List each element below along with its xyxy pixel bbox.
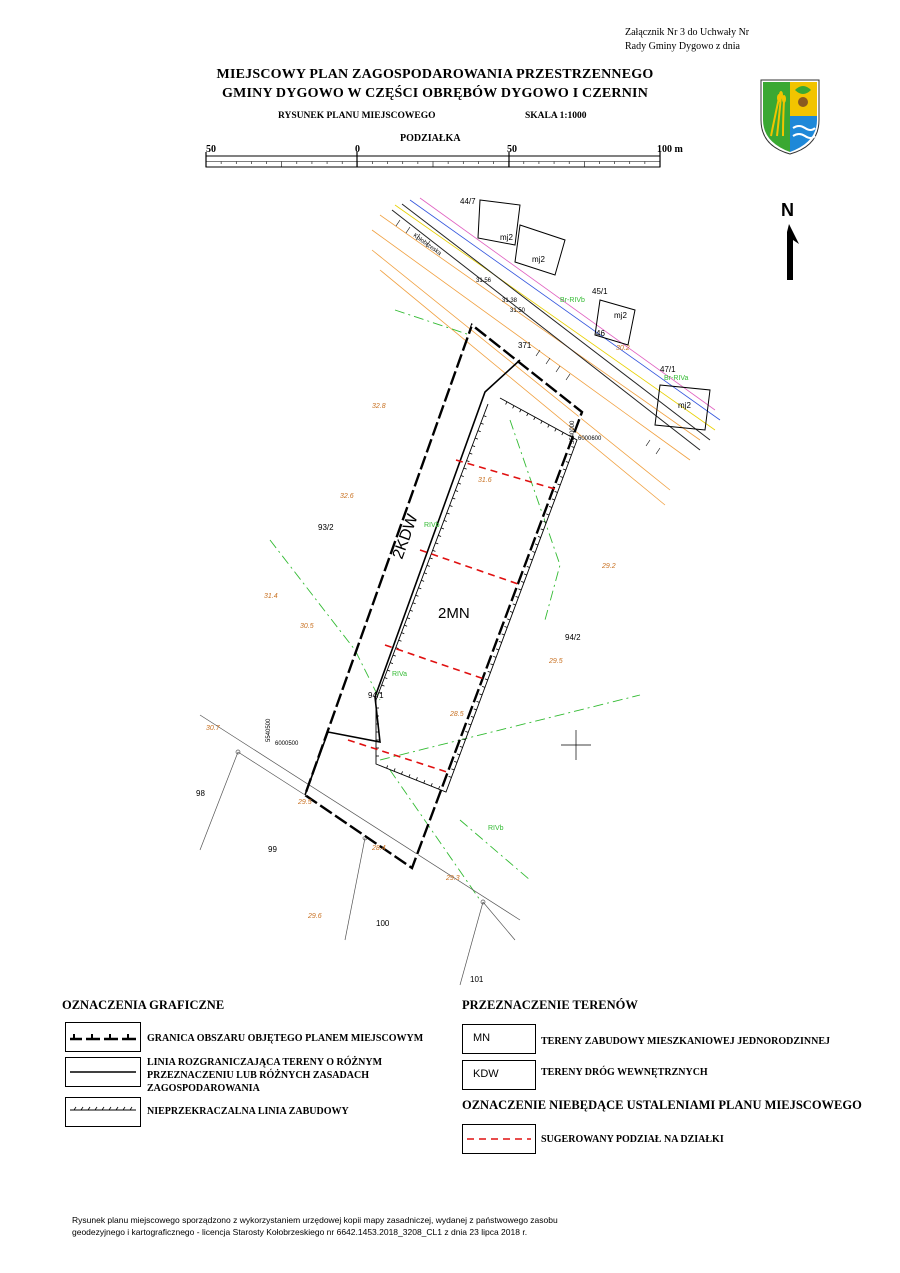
building-line-tick	[548, 425, 549, 428]
annex-line-1: Załącznik Nr 3 do Uchwały Nr	[625, 27, 750, 38]
building-line-tick	[447, 513, 450, 514]
annex-note	[625, 26, 749, 54]
building-line-tick	[450, 505, 453, 506]
elevation-label: 30.5	[300, 623, 314, 630]
elevation-label: 29.5	[298, 799, 312, 806]
elevation-label: 32.6	[340, 493, 354, 500]
suggested-division-line	[348, 740, 450, 773]
scale-tick-label: 50	[206, 144, 216, 155]
elevation-label: 32.8	[372, 403, 386, 410]
building-line-tick	[566, 461, 569, 462]
building-line-tick	[444, 520, 447, 521]
elevation-label: 29.6	[308, 913, 322, 920]
footer-line-1: Rysunek planu miejscowego sporządzono z wykorzystaniem urzędowej kopii mapy zasadniczej, wydanej z państwowego zasobu	[72, 1215, 558, 1225]
building-line-tick	[527, 566, 530, 567]
elevation-label: 28.5	[450, 711, 464, 718]
building-line-tick	[541, 421, 542, 424]
building-line-tick	[552, 499, 555, 500]
road-hatch	[396, 220, 400, 226]
building-line-tick	[502, 634, 505, 635]
parcel-line	[200, 752, 238, 850]
parcel-number: 47/1	[660, 365, 676, 374]
parcel-line	[483, 902, 515, 940]
elevation-label: 31.56	[476, 278, 492, 284]
building-line-tick	[477, 701, 480, 702]
building-line-tick	[499, 641, 502, 642]
building-line-tick	[569, 454, 572, 455]
utility-line	[392, 210, 700, 450]
building-line-tick	[527, 413, 528, 416]
drawing-label: RYSUNEK PLANU MIEJSCOWEGO	[278, 111, 436, 121]
building-outline	[478, 200, 520, 245]
annex-line-2: Rady Gminy Dygowo z dnia	[625, 41, 740, 52]
building-line-tick	[504, 626, 507, 627]
building-line-tick	[438, 535, 441, 536]
street-name: Kołobrzeska	[411, 232, 443, 258]
parcel-number: 44/7	[460, 197, 476, 206]
soil-class-label: RIVb	[424, 522, 440, 529]
legend-swatch-division	[462, 1124, 536, 1154]
building-line-tick	[394, 768, 395, 771]
building-line-tick	[421, 580, 424, 581]
building-line-tick	[524, 574, 527, 575]
building-line-tick	[409, 774, 410, 777]
building-line-tick	[387, 670, 390, 671]
building-line-tick	[546, 514, 549, 515]
zone-separation-line	[305, 360, 520, 795]
elevation-label: 28.4	[372, 845, 386, 852]
building-line	[376, 398, 577, 792]
building-line-tick	[458, 483, 461, 484]
elevation-label: 30.2	[616, 345, 630, 352]
building-line-tick	[571, 446, 574, 447]
building-line-tick	[455, 490, 458, 491]
building-line-tick	[401, 633, 404, 634]
soil-boundary	[270, 540, 380, 700]
elevation-label: 31.50	[510, 308, 526, 314]
building-line-tick	[461, 476, 464, 477]
north-label: N	[781, 200, 794, 220]
building-line-tick	[518, 589, 521, 590]
building-line-tick	[399, 640, 402, 641]
building-line-tick	[516, 596, 519, 597]
building-line-tick	[439, 786, 440, 789]
building-label: mj2	[678, 401, 691, 410]
building-line-tick	[482, 686, 485, 687]
zone-label-2mn: 2MN	[438, 605, 470, 622]
soil-boundary	[380, 695, 640, 760]
building-line-tick	[424, 780, 425, 783]
legend-swatch-building-line	[65, 1097, 141, 1127]
building-line-tick	[485, 679, 488, 680]
building-line-tick	[513, 604, 516, 605]
legend-other-title: OZNACZENIE NIEBĘDĄCE USTALENIAMI PLANU MIEJSCOWEGO	[462, 1098, 862, 1112]
soil-boundary	[510, 420, 560, 620]
legend-text: GRANICA OBSZARU OBJĘTEGO PLANEM MIEJSCOWYM	[147, 1033, 424, 1044]
building-line-tick	[534, 417, 535, 420]
building-line-tick	[433, 550, 436, 551]
soil-class-label: RIVb	[488, 825, 504, 832]
legend-text: NIEPRZEKRACZALNA LINIA ZABUDOWY	[147, 1106, 349, 1117]
building-line-tick	[464, 468, 467, 469]
elevation-label: 29.5	[549, 658, 563, 665]
legend-code: MN	[473, 1032, 491, 1044]
building-line-tick	[541, 529, 544, 530]
building-line-tick	[490, 664, 493, 665]
building-line-tick	[387, 765, 388, 768]
elevation-label: 31.6	[478, 477, 492, 484]
building-line-tick	[479, 694, 482, 695]
building-line-tick	[410, 610, 413, 611]
scale-label: SKALA 1:1000	[525, 111, 587, 121]
scale-bar-title: PODZIAŁKA	[400, 133, 461, 144]
building-line-tick	[435, 543, 438, 544]
zone-label-2kdw: 2KDW	[389, 512, 422, 562]
parcel-number: 100	[376, 919, 390, 928]
parcel-number: 93/2	[318, 523, 334, 532]
building-line-tick	[520, 409, 521, 412]
building-line-tick	[430, 558, 433, 559]
building-line-tick	[563, 469, 566, 470]
road-hatch	[406, 227, 410, 233]
road-hatch	[566, 374, 570, 380]
building-line-tick	[384, 678, 387, 679]
building-line-tick	[390, 663, 393, 664]
building-line-tick	[507, 619, 510, 620]
building-line-tick	[549, 506, 552, 507]
parcel-line	[345, 838, 365, 940]
road-hatch	[556, 366, 560, 372]
soil-class-label: Br-RIVa	[664, 375, 689, 382]
building-line-tick	[467, 461, 470, 462]
building-line-tick	[535, 544, 538, 545]
building-line-tick	[460, 746, 463, 747]
building-line-tick	[418, 588, 421, 589]
building-line-tick	[472, 446, 475, 447]
building-line-tick	[471, 716, 474, 717]
building-line-tick	[416, 777, 417, 780]
building-line-tick	[506, 402, 507, 405]
building-line-tick	[521, 581, 524, 582]
building-line-tick	[562, 432, 563, 435]
building-line-tick	[493, 656, 496, 657]
legend-code-box	[462, 1024, 536, 1054]
building-line-ticks	[376, 402, 574, 789]
parcel-number: 101	[470, 975, 484, 984]
elevation-label: 29.2	[602, 563, 616, 570]
plan-area-boundary	[305, 325, 582, 868]
scale-tick-label: 50	[507, 144, 517, 155]
building-line-tick	[416, 595, 419, 596]
building-line-tick	[488, 671, 491, 672]
road-hatch	[646, 440, 650, 446]
legend-text: TERENY ZABUDOWY MIESZKANIOWEJ JEDNORODZINNEJ	[541, 1036, 831, 1047]
building-line-tick	[393, 655, 396, 656]
legend-code-box	[462, 1060, 536, 1090]
legend-text: LINIA ROZGRANICZAJĄCA TERENY O RÓŻNYM PRZEZNACZENIU LUB RÓŻNYCH ZASADACH ZAGOSPODAROWANIA	[147, 1057, 383, 1094]
footer-line-2: geodezyjnego i kartograficznego - licencja Starosty Kołobrzeskiego nr 6642.1453.2018_3208_CL1 z dnia 23 lipca 2018 r.	[72, 1227, 528, 1237]
utility-line	[402, 204, 710, 440]
legend-swatch-zone-line	[65, 1057, 141, 1087]
suggested-division-line	[420, 550, 521, 585]
soil-class-label: Br-RIVb	[560, 297, 585, 304]
road-hatch	[536, 350, 540, 356]
building-line-tick	[452, 498, 455, 499]
road-hatch	[546, 358, 550, 364]
scale-tick-label: 100 m	[657, 144, 683, 155]
coordinate-mark: 6000500	[275, 741, 299, 747]
building-line-tick	[465, 731, 468, 732]
parcel-number: 94/2	[565, 633, 581, 642]
plan-title-line-2: GMINY DYGOWO W CZĘŚCI OBRĘBÓW DYGOWO I CZERNIN	[221, 86, 649, 101]
elevation-label: 31.38	[502, 298, 518, 304]
scale-tick-label: 0	[355, 144, 360, 155]
building-line-tick	[382, 685, 385, 686]
building-line-tick	[474, 709, 477, 710]
utility-line	[395, 205, 715, 430]
parcel-number: 99	[268, 845, 277, 854]
legend-land-title: PRZEZNACZENIE TERENÓW	[462, 998, 638, 1012]
coat-of-arms-emblem	[757, 76, 823, 156]
legend-swatch-plan-boundary	[65, 1022, 141, 1052]
building-line-tick	[560, 476, 563, 477]
plan-map	[0, 190, 900, 990]
building-line-tick	[468, 724, 471, 725]
building-line-tick	[532, 551, 535, 552]
utility-line	[410, 200, 720, 420]
building-label: mj2	[532, 255, 545, 264]
scale-bar	[200, 152, 670, 172]
parcel-number: 94/1	[368, 691, 384, 700]
road-hatch	[656, 448, 660, 454]
soil-class-label: RIVa	[392, 671, 408, 678]
building-line-tick	[530, 559, 533, 560]
coordinate-mark: 5540500	[266, 718, 272, 742]
parcel-number: 371	[518, 341, 532, 350]
building-line-tick	[457, 754, 460, 755]
building-line-tick	[484, 416, 487, 417]
building-line-tick	[557, 484, 560, 485]
legend-text: SUGEROWANY PODZIAŁ NA DZIAŁKI	[541, 1134, 724, 1145]
building-line-tick	[538, 536, 541, 537]
parcel-number: 46	[596, 329, 605, 338]
building-line-tick	[555, 429, 556, 432]
building-line-tick	[469, 453, 472, 454]
building-line-tick	[510, 611, 513, 612]
building-line-tick	[475, 438, 478, 439]
building-line-tick	[543, 521, 546, 522]
parcel-line	[238, 752, 305, 795]
elevation-label: 30.7	[206, 725, 220, 732]
parcel-number: 45/1	[592, 287, 608, 296]
building-line-tick	[449, 776, 452, 777]
building-line-tick	[496, 649, 499, 650]
building-line-tick	[431, 783, 432, 786]
building-line-tick	[407, 618, 410, 619]
legend-graphic-title: OZNACZENIA GRAFICZNE	[62, 998, 225, 1012]
building-line-tick	[404, 625, 407, 626]
building-line-tick	[427, 565, 430, 566]
building-outline	[515, 225, 565, 275]
building-line-tick	[424, 573, 427, 574]
building-line-tick	[513, 406, 514, 409]
building-line-tick	[451, 769, 454, 770]
suggested-division-line	[456, 460, 555, 489]
plan-title-line-1: MIEJSCOWY PLAN ZAGOSPODAROWANIA PRZESTRZENNEGO	[216, 67, 654, 82]
building-line-tick	[441, 528, 444, 529]
building-line-tick	[555, 491, 558, 492]
building-line-tick	[413, 603, 416, 604]
utility-line	[380, 270, 665, 505]
building-line-tick	[478, 431, 481, 432]
building-label: mj2	[500, 233, 513, 242]
footer-note	[72, 1214, 632, 1238]
building-label: mj2	[614, 311, 627, 320]
coordinate-mark: 5540000	[570, 420, 576, 444]
elevation-label: 29.3	[446, 875, 460, 882]
parcel-line	[200, 715, 520, 920]
soil-boundary	[390, 770, 480, 900]
building-line-tick	[401, 771, 402, 774]
building-line-tick	[454, 761, 457, 762]
parcel-line	[460, 902, 483, 985]
legend-text: TERENY DRÓG WEWNĘTRZNYCH	[541, 1067, 708, 1078]
coordinate-mark: 6000600	[578, 436, 602, 442]
building-line-tick	[481, 423, 484, 424]
legend-code: KDW	[473, 1068, 499, 1080]
utility-line	[372, 250, 670, 490]
parcel-number: 98	[196, 789, 205, 798]
elevation-label: 31.4	[264, 593, 278, 600]
